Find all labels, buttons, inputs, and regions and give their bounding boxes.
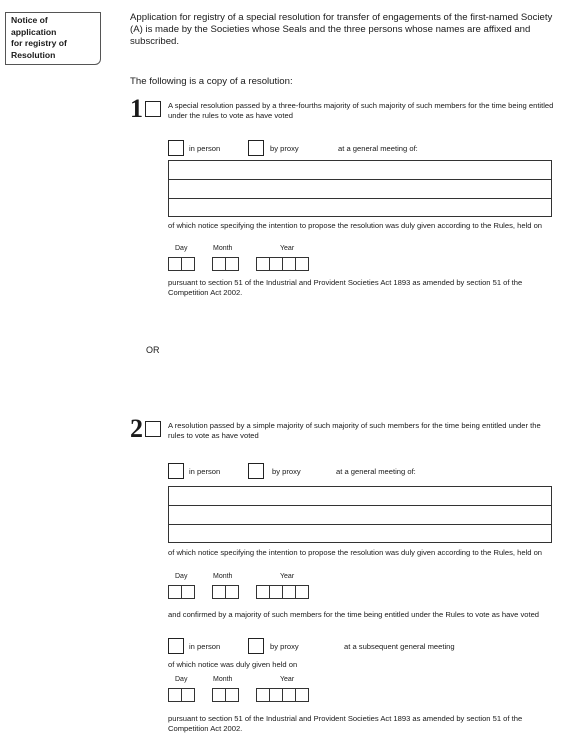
option2-year-input[interactable] [256, 585, 308, 599]
option1-month-label: Month [213, 245, 233, 252]
option2-meeting-name-box[interactable] [168, 486, 552, 543]
option2-by-proxy-label: by proxy [272, 467, 301, 476]
option1-in-person-label: in person [189, 144, 221, 153]
option2-checkbox[interactable] [145, 421, 161, 437]
option1-pursuant-text: pursuant to section 51 of the Industrial and Provident Societies Act 1893 as amended by section 51 of the Competition Act 2002. [168, 278, 523, 297]
option1-day-label: Day [175, 245, 188, 252]
option1-notice-text: of which notice specifying the intention to propose the resolution was duly given according to the Rules, held on [168, 221, 543, 230]
option2-number: 2 [130, 414, 143, 443]
option2-month-2-input[interactable] [212, 688, 238, 702]
option1-checkbox[interactable] [145, 101, 161, 117]
option1-day-input[interactable] [168, 257, 194, 271]
option2-subsequent-text: at a subsequent general meeting [344, 642, 455, 651]
option2-confirmed-text: and confirmed by a majority of such members for the time being entitled under the Rules to vote as have voted [168, 610, 540, 619]
option1-meeting-text: at a general meeting of: [338, 144, 418, 153]
option2-year-2-input[interactable] [256, 688, 308, 702]
intro-text: Application for registry of a special resolution for transfer of engagements of the first-named Society (A) is made by the Societies whose Seals and the three persons whose names are affixed and subscribed. [130, 12, 553, 47]
option2-in-person-label: in person [189, 467, 221, 476]
option2-year-2-label: Year [280, 676, 295, 683]
or-text: OR [146, 345, 160, 355]
option2-by-proxy-2-label: by proxy [270, 642, 299, 651]
option2-pursuant-text: pursuant to section 51 of the Industrial and Provident Societies Act 1893 as amended by section 51 of the Competition Act 2002. [168, 714, 523, 733]
option1-by-proxy-label: by proxy [270, 144, 299, 153]
notice-line-2: application [11, 26, 57, 37]
option2-in-person-2-label: in person [189, 642, 221, 651]
option2-day-input[interactable] [168, 585, 194, 599]
option2-description: A resolution passed by a simple majority of such majority of such members for the time being entitled under the rules to vote as have voted [168, 421, 541, 440]
option2-by-proxy-checkbox[interactable] [248, 463, 264, 479]
option2-day-2-label: Day [175, 676, 188, 683]
option1-description: A special resolution passed by a three-fourths majority of such majority of such members for the time being entitled under the rules to vote as have voted [168, 101, 554, 120]
option1-in-person-checkbox[interactable] [168, 140, 184, 156]
option2-notice-text: of which notice specifying the intention to propose the resolution was duly given according to the Rules, held on [168, 548, 543, 557]
lead-text: The following is a copy of a resolution: [130, 76, 293, 87]
notice-line-3: for registry of [11, 38, 67, 49]
option1-number: 1 [130, 94, 143, 123]
option1-meeting-name-box[interactable] [168, 160, 552, 217]
option2-meeting-text: at a general meeting of: [336, 467, 416, 476]
option2-day-2-input[interactable] [168, 688, 194, 702]
option2-year-label: Year [280, 573, 295, 580]
option1-year-input[interactable] [256, 257, 308, 271]
option1-by-proxy-checkbox[interactable] [248, 140, 264, 156]
notice-box [5, 12, 101, 65]
notice-line-4: Resolution [11, 49, 56, 60]
option2-in-person-2-checkbox[interactable] [168, 638, 184, 654]
option2-in-person-checkbox[interactable] [168, 463, 184, 479]
option1-year-label: Year [280, 245, 295, 252]
option2-day-label: Day [175, 573, 188, 580]
option2-by-proxy-2-checkbox[interactable] [248, 638, 264, 654]
option2-month-input[interactable] [212, 585, 238, 599]
option2-month-label: Month [213, 573, 233, 580]
option2-notice-given-text: of which notice was duly given held on [168, 660, 298, 669]
option2-month-2-label: Month [213, 676, 233, 683]
notice-line-1: Notice of [11, 15, 48, 25]
option1-month-input[interactable] [212, 257, 238, 271]
